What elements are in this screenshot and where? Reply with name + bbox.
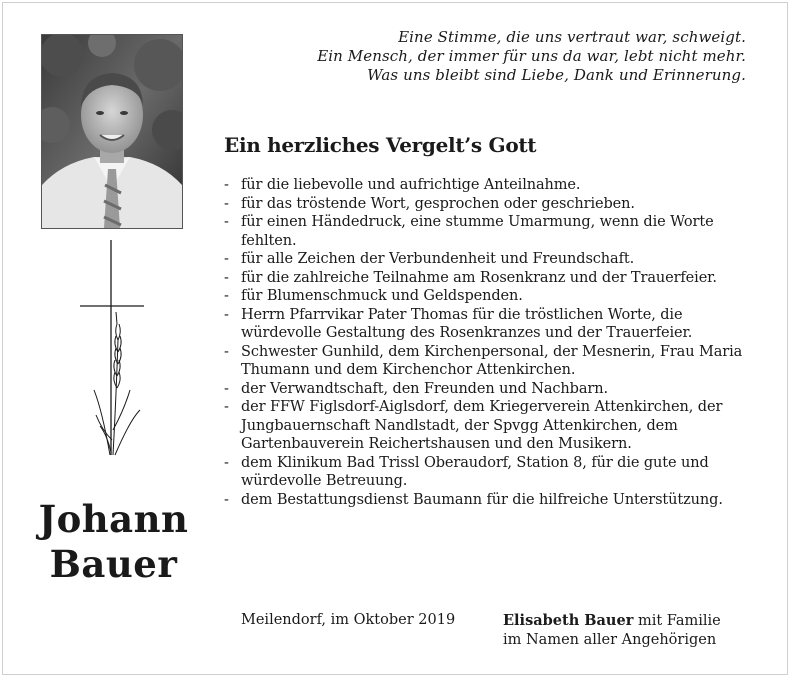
motto-line: Was uns bleibt sind Liebe, Dank und Erinnerung.	[367, 66, 746, 84]
thanks-item-text: dem Bestattungsdienst Baumann für die hilfreiche Unterstützung.	[241, 491, 723, 508]
list-bullet: -	[224, 491, 229, 508]
list-bullet: -	[224, 454, 229, 471]
list-bullet: -	[224, 288, 229, 304]
signature-line-1	[503, 611, 721, 631]
cross-icon	[80, 240, 150, 460]
thanks-item	[224, 454, 754, 491]
first-name: Johann	[38, 497, 189, 541]
deceased-name	[36, 497, 191, 587]
list-bullet: -	[224, 306, 229, 323]
list-bullet: -	[224, 269, 229, 286]
thanks-item	[224, 176, 754, 195]
list-bullet: -	[224, 343, 229, 360]
thanks-item-text: für alle Zeichen der Verbundenheit und Freundschaft.	[241, 251, 635, 267]
thanks-item	[224, 269, 754, 288]
list-bullet: -	[224, 251, 229, 267]
signature-line-2: im Namen aller Angehörigen	[503, 632, 717, 648]
thanks-item	[224, 250, 754, 269]
last-name: Bauer	[49, 542, 178, 586]
list-bullet: -	[224, 399, 229, 415]
list-bullet: -	[224, 177, 229, 193]
thanks-item-text: der Verwandtschaft, den Freunden und Nachbarn.	[241, 380, 608, 397]
thanks-item-text: für das tröstende Wort, gesprochen oder geschrieben.	[241, 195, 635, 212]
place-date: Meilendorf, im Oktober 2019	[241, 612, 456, 628]
thanks-item-text: für die zahlreiche Teilnahme am Rosenkranz und der Trauerfeier.	[241, 269, 717, 286]
list-bullet: -	[224, 380, 229, 397]
thanks-item-text: dem Klinikum Bad Trissl Oberaudorf, Station 8, für die gute und würdevolle Betreuung.	[241, 454, 709, 489]
thanks-item-text: für die liebevolle und aufrichtige Anteilnahme.	[241, 177, 581, 193]
thanks-item	[224, 195, 754, 214]
thanks-item	[224, 306, 754, 343]
thanks-item	[224, 491, 754, 510]
thanks-item	[224, 343, 754, 380]
thanks-item	[224, 287, 754, 306]
thanks-item	[224, 398, 754, 454]
thanks-item-text: für einen Händedruck, eine stumme Umarmung, wenn die Worte fehlten.	[241, 214, 714, 249]
motto-line: Eine Stimme, die uns vertraut war, schweigt.	[398, 28, 746, 46]
thanks-item-text: für Blumenschmuck und Geldspenden.	[241, 288, 523, 304]
thanks-item-text: Schwester Gunhild, dem Kirchenpersonal, der Mesnerin, Frau Maria Thumann und dem Kirchenchor Attenkirchen.	[241, 343, 743, 378]
cross-with-wheat-ornament	[80, 240, 150, 460]
wheat-icon	[94, 312, 140, 455]
portrait-photo	[41, 34, 183, 229]
thanks-list	[224, 176, 754, 509]
thanks-item-text: Herrn Pfarrvikar Pater Thomas für die tröstlichen Worte, die würdevolle Gestaltung des Rosenkranzes und der Trauerfeier.	[241, 306, 693, 341]
portrait-image	[42, 35, 182, 228]
list-bullet: -	[224, 195, 229, 212]
thanks-item	[224, 213, 754, 250]
thanks-item-text: der FFW Figlsdorf-Aiglsdorf, dem Kriegerverein Attenkirchen, der Jungbauernschaft Nandlstadt, der Spvgg Attenkirchen, dem Gartenbauverein Reichertshausen und den Musikern.	[241, 399, 723, 452]
signer-name: Elisabeth Bauer	[503, 612, 634, 629]
thanks-item	[224, 380, 754, 399]
signer-suffix: mit Familie	[633, 613, 721, 629]
motto-line: Ein Mensch, der immer für uns da war, lebt nicht mehr.	[317, 47, 746, 65]
motto	[317, 28, 746, 85]
signature	[503, 611, 721, 650]
thanks-heading: Ein herzliches Vergelt’s Gott	[224, 133, 537, 157]
list-bullet: -	[224, 214, 229, 230]
